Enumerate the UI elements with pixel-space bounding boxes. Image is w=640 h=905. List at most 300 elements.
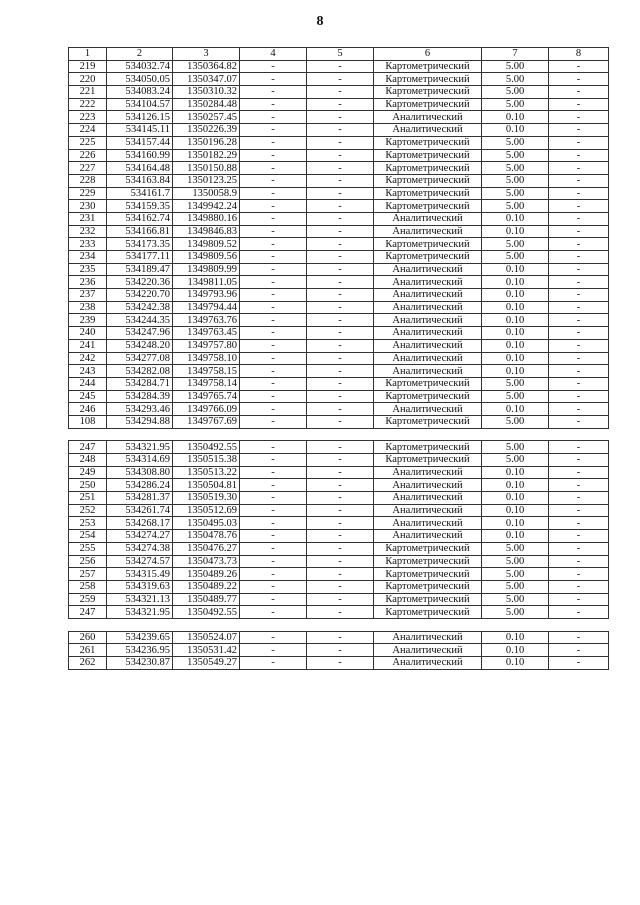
col4-cell: -: [240, 98, 307, 111]
col4-cell: -: [240, 568, 307, 581]
col4-cell: -: [240, 187, 307, 200]
table-row: [69, 593, 609, 606]
point-number-cell: 219: [69, 60, 107, 73]
x-coordinate-cell: 534244.35: [107, 314, 173, 327]
x-coordinate-cell: 534314.69: [107, 454, 173, 467]
x-coordinate-cell: 534277.08: [107, 352, 173, 365]
x-coordinate-cell: 534286.24: [107, 479, 173, 492]
col8-cell: -: [549, 314, 609, 327]
point-number-cell: 224: [69, 124, 107, 137]
col4-cell: -: [240, 276, 307, 289]
col5-cell: -: [307, 517, 374, 530]
header-row: [69, 48, 609, 61]
col8-cell: -: [549, 580, 609, 593]
col4-cell: -: [240, 377, 307, 390]
point-number-cell: 262: [69, 657, 107, 670]
point-number-cell: 243: [69, 365, 107, 378]
accuracy-cell: 0.10: [482, 212, 549, 225]
section-separator-row: [69, 428, 609, 441]
col8-cell: -: [549, 466, 609, 479]
point-number-cell: 222: [69, 98, 107, 111]
col8-cell: -: [549, 631, 609, 644]
col5-cell: -: [307, 301, 374, 314]
method-cell: Картометрический: [374, 73, 482, 86]
col8-cell: -: [549, 377, 609, 390]
col5-cell: -: [307, 492, 374, 505]
accuracy-cell: 5.00: [482, 542, 549, 555]
column-header: 5: [307, 48, 374, 61]
method-cell: Аналитический: [374, 225, 482, 238]
y-coordinate-cell: 1350515.38: [173, 454, 240, 467]
x-coordinate-cell: 534239.65: [107, 631, 173, 644]
blank-cell: [69, 618, 609, 631]
y-coordinate-cell: 1350489.77: [173, 593, 240, 606]
y-coordinate-cell: 1350284.48: [173, 98, 240, 111]
accuracy-cell: 5.00: [482, 73, 549, 86]
accuracy-cell: 0.10: [482, 492, 549, 505]
col8-cell: -: [549, 149, 609, 162]
col5-cell: -: [307, 225, 374, 238]
method-cell: Картометрический: [374, 606, 482, 619]
col5-cell: -: [307, 339, 374, 352]
table-row: [69, 568, 609, 581]
col8-cell: -: [549, 73, 609, 86]
method-cell: Картометрический: [374, 187, 482, 200]
accuracy-cell: 5.00: [482, 593, 549, 606]
x-coordinate-cell: 534274.57: [107, 555, 173, 568]
method-cell: Аналитический: [374, 124, 482, 137]
accuracy-cell: 0.10: [482, 301, 549, 314]
method-cell: Аналитический: [374, 365, 482, 378]
accuracy-cell: 5.00: [482, 390, 549, 403]
method-cell: Аналитический: [374, 403, 482, 416]
table-row: [69, 377, 609, 390]
y-coordinate-cell: 1350196.28: [173, 136, 240, 149]
method-cell: Картометрический: [374, 593, 482, 606]
col5-cell: -: [307, 174, 374, 187]
point-number-cell: 232: [69, 225, 107, 238]
col5-cell: -: [307, 73, 374, 86]
x-coordinate-cell: 534166.81: [107, 225, 173, 238]
col8-cell: -: [549, 555, 609, 568]
point-number-cell: 245: [69, 390, 107, 403]
x-coordinate-cell: 534274.27: [107, 530, 173, 543]
accuracy-cell: 0.10: [482, 631, 549, 644]
col8-cell: -: [549, 86, 609, 99]
col8-cell: -: [549, 187, 609, 200]
method-cell: Картометрический: [374, 580, 482, 593]
accuracy-cell: 0.10: [482, 466, 549, 479]
x-coordinate-cell: 534247.96: [107, 327, 173, 340]
accuracy-cell: 5.00: [482, 60, 549, 73]
column-header: 7: [482, 48, 549, 61]
method-cell: Картометрический: [374, 200, 482, 213]
method-cell: Аналитический: [374, 314, 482, 327]
col8-cell: -: [549, 415, 609, 428]
x-coordinate-cell: 534163.84: [107, 174, 173, 187]
column-header: 1: [69, 48, 107, 61]
method-cell: Картометрический: [374, 441, 482, 454]
table-row: [69, 479, 609, 492]
y-coordinate-cell: 1349767.69: [173, 415, 240, 428]
accuracy-cell: 5.00: [482, 200, 549, 213]
coordinates-table: [68, 47, 609, 670]
method-cell: Аналитический: [374, 111, 482, 124]
col4-cell: -: [240, 200, 307, 213]
col8-cell: -: [549, 517, 609, 530]
col4-cell: -: [240, 263, 307, 276]
x-coordinate-cell: 534321.95: [107, 606, 173, 619]
y-coordinate-cell: 1349942.24: [173, 200, 240, 213]
accuracy-cell: 0.10: [482, 644, 549, 657]
accuracy-cell: 5.00: [482, 86, 549, 99]
col4-cell: -: [240, 212, 307, 225]
table-row: [69, 124, 609, 137]
col8-cell: -: [549, 289, 609, 302]
table-row: [69, 441, 609, 454]
table-row: [69, 555, 609, 568]
table-row: [69, 327, 609, 340]
col5-cell: -: [307, 657, 374, 670]
method-cell: Картометрический: [374, 162, 482, 175]
col5-cell: -: [307, 415, 374, 428]
accuracy-cell: 5.00: [482, 377, 549, 390]
point-number-cell: 234: [69, 251, 107, 264]
col5-cell: -: [307, 606, 374, 619]
y-coordinate-cell: 1349809.52: [173, 238, 240, 251]
table-row: [69, 136, 609, 149]
y-coordinate-cell: 1350123.25: [173, 174, 240, 187]
x-coordinate-cell: 534268.17: [107, 517, 173, 530]
x-coordinate-cell: 534321.13: [107, 593, 173, 606]
col5-cell: -: [307, 365, 374, 378]
y-coordinate-cell: 1349766.09: [173, 403, 240, 416]
x-coordinate-cell: 534189.47: [107, 263, 173, 276]
accuracy-cell: 0.10: [482, 365, 549, 378]
point-number-cell: 228: [69, 174, 107, 187]
col4-cell: -: [240, 111, 307, 124]
point-number-cell: 230: [69, 200, 107, 213]
method-cell: Картометрический: [374, 238, 482, 251]
y-coordinate-cell: 1349758.14: [173, 377, 240, 390]
page-number: 8: [316, 14, 324, 29]
y-coordinate-cell: 1350473.73: [173, 555, 240, 568]
point-number-cell: 261: [69, 644, 107, 657]
x-coordinate-cell: 534177.11: [107, 251, 173, 264]
accuracy-cell: 5.00: [482, 580, 549, 593]
table-row: [69, 339, 609, 352]
y-coordinate-cell: 1349758.10: [173, 352, 240, 365]
col8-cell: -: [549, 212, 609, 225]
y-coordinate-cell: 1349793.96: [173, 289, 240, 302]
x-coordinate-cell: 534160.99: [107, 149, 173, 162]
col4-cell: -: [240, 657, 307, 670]
y-coordinate-cell: 1349765.74: [173, 390, 240, 403]
col5-cell: -: [307, 542, 374, 555]
col8-cell: -: [549, 124, 609, 137]
y-coordinate-cell: 1350058.9: [173, 187, 240, 200]
point-number-cell: 221: [69, 86, 107, 99]
col5-cell: -: [307, 403, 374, 416]
y-coordinate-cell: 1350513.22: [173, 466, 240, 479]
col8-cell: -: [549, 542, 609, 555]
y-coordinate-cell: 1349757.80: [173, 339, 240, 352]
y-coordinate-cell: 1349763.76: [173, 314, 240, 327]
col4-cell: -: [240, 454, 307, 467]
y-coordinate-cell: 1350310.32: [173, 86, 240, 99]
col4-cell: -: [240, 542, 307, 555]
x-coordinate-cell: 534220.70: [107, 289, 173, 302]
point-number-cell: 258: [69, 580, 107, 593]
table-row: [69, 580, 609, 593]
column-header: 8: [549, 48, 609, 61]
method-cell: Картометрический: [374, 136, 482, 149]
accuracy-cell: 0.10: [482, 263, 549, 276]
point-number-cell: 250: [69, 479, 107, 492]
method-cell: Аналитический: [374, 301, 482, 314]
col4-cell: -: [240, 162, 307, 175]
col4-cell: -: [240, 149, 307, 162]
col8-cell: -: [549, 98, 609, 111]
accuracy-cell: 5.00: [482, 149, 549, 162]
y-coordinate-cell: 1350257.45: [173, 111, 240, 124]
col5-cell: -: [307, 111, 374, 124]
point-number-cell: 225: [69, 136, 107, 149]
accuracy-cell: 5.00: [482, 555, 549, 568]
col5-cell: -: [307, 200, 374, 213]
x-coordinate-cell: 534126.15: [107, 111, 173, 124]
col4-cell: -: [240, 314, 307, 327]
table-row: [69, 466, 609, 479]
accuracy-cell: 0.10: [482, 276, 549, 289]
method-cell: Картометрический: [374, 568, 482, 581]
col5-cell: -: [307, 149, 374, 162]
col4-cell: -: [240, 606, 307, 619]
method-cell: Аналитический: [374, 479, 482, 492]
col4-cell: -: [240, 403, 307, 416]
method-cell: Аналитический: [374, 530, 482, 543]
table-row: [69, 60, 609, 73]
table-row: [69, 98, 609, 111]
col8-cell: -: [549, 352, 609, 365]
col8-cell: -: [549, 492, 609, 505]
x-coordinate-cell: 534220.36: [107, 276, 173, 289]
x-coordinate-cell: 534104.57: [107, 98, 173, 111]
x-coordinate-cell: 534293.46: [107, 403, 173, 416]
col5-cell: -: [307, 124, 374, 137]
col5-cell: -: [307, 568, 374, 581]
point-number-cell: 247: [69, 606, 107, 619]
col5-cell: -: [307, 580, 374, 593]
method-cell: Аналитический: [374, 289, 482, 302]
accuracy-cell: 5.00: [482, 415, 549, 428]
col5-cell: -: [307, 454, 374, 467]
col8-cell: -: [549, 238, 609, 251]
method-cell: Картометрический: [374, 415, 482, 428]
col4-cell: -: [240, 352, 307, 365]
accuracy-cell: 0.10: [482, 530, 549, 543]
col4-cell: -: [240, 225, 307, 238]
x-coordinate-cell: 534321.95: [107, 441, 173, 454]
method-cell: Картометрический: [374, 60, 482, 73]
method-cell: Аналитический: [374, 276, 482, 289]
col5-cell: -: [307, 327, 374, 340]
x-coordinate-cell: 534050.05: [107, 73, 173, 86]
col8-cell: -: [549, 403, 609, 416]
x-coordinate-cell: 534274.38: [107, 542, 173, 555]
method-cell: Картометрический: [374, 542, 482, 555]
point-number-cell: 244: [69, 377, 107, 390]
col8-cell: -: [549, 162, 609, 175]
col4-cell: -: [240, 301, 307, 314]
col4-cell: -: [240, 174, 307, 187]
accuracy-cell: 0.10: [482, 517, 549, 530]
method-cell: Аналитический: [374, 517, 482, 530]
col4-cell: -: [240, 517, 307, 530]
accuracy-cell: 0.10: [482, 352, 549, 365]
col4-cell: -: [240, 555, 307, 568]
accuracy-cell: 5.00: [482, 568, 549, 581]
col8-cell: -: [549, 454, 609, 467]
point-number-cell: 241: [69, 339, 107, 352]
col4-cell: -: [240, 60, 307, 73]
column-header: 3: [173, 48, 240, 61]
col5-cell: -: [307, 98, 374, 111]
table-row: [69, 200, 609, 213]
accuracy-cell: 0.10: [482, 504, 549, 517]
col8-cell: -: [549, 301, 609, 314]
col5-cell: -: [307, 263, 374, 276]
point-number-cell: 233: [69, 238, 107, 251]
method-cell: Картометрический: [374, 390, 482, 403]
method-cell: Аналитический: [374, 212, 482, 225]
table-row: [69, 492, 609, 505]
x-coordinate-cell: 534308.80: [107, 466, 173, 479]
x-coordinate-cell: 534157.44: [107, 136, 173, 149]
col8-cell: -: [549, 568, 609, 581]
y-coordinate-cell: 1349809.99: [173, 263, 240, 276]
accuracy-cell: 5.00: [482, 238, 549, 251]
x-coordinate-cell: 534261.74: [107, 504, 173, 517]
y-coordinate-cell: 1350226.39: [173, 124, 240, 137]
table-row: [69, 212, 609, 225]
col8-cell: -: [549, 441, 609, 454]
col5-cell: -: [307, 238, 374, 251]
col4-cell: -: [240, 479, 307, 492]
table-row: [69, 251, 609, 264]
method-cell: Аналитический: [374, 352, 482, 365]
col4-cell: -: [240, 339, 307, 352]
accuracy-cell: 5.00: [482, 187, 549, 200]
x-coordinate-cell: 534242.38: [107, 301, 173, 314]
point-number-cell: 235: [69, 263, 107, 276]
col8-cell: -: [549, 606, 609, 619]
col4-cell: -: [240, 644, 307, 657]
col4-cell: -: [240, 390, 307, 403]
point-number-cell: 253: [69, 517, 107, 530]
col5-cell: -: [307, 644, 374, 657]
method-cell: Картометрический: [374, 454, 482, 467]
point-number-cell: 227: [69, 162, 107, 175]
table-row: [69, 73, 609, 86]
table-row: [69, 301, 609, 314]
col8-cell: -: [549, 263, 609, 276]
y-coordinate-cell: 1350364.82: [173, 60, 240, 73]
accuracy-cell: 0.10: [482, 314, 549, 327]
method-cell: Аналитический: [374, 644, 482, 657]
table-row: [69, 149, 609, 162]
y-coordinate-cell: 1349794.44: [173, 301, 240, 314]
table-row: [69, 365, 609, 378]
y-coordinate-cell: 1349809.56: [173, 251, 240, 264]
table-row: [69, 263, 609, 276]
point-number-cell: 231: [69, 212, 107, 225]
col4-cell: -: [240, 365, 307, 378]
col4-cell: -: [240, 631, 307, 644]
y-coordinate-cell: 1350492.55: [173, 441, 240, 454]
col5-cell: -: [307, 593, 374, 606]
method-cell: Картометрический: [374, 98, 482, 111]
col5-cell: -: [307, 162, 374, 175]
col5-cell: -: [307, 86, 374, 99]
x-coordinate-cell: 534164.48: [107, 162, 173, 175]
col4-cell: -: [240, 580, 307, 593]
table-row: [69, 644, 609, 657]
method-cell: Аналитический: [374, 657, 482, 670]
point-number-cell: 254: [69, 530, 107, 543]
table-row: [69, 289, 609, 302]
x-coordinate-cell: 534083.24: [107, 86, 173, 99]
col8-cell: -: [549, 504, 609, 517]
accuracy-cell: 0.10: [482, 479, 549, 492]
x-coordinate-cell: 534248.20: [107, 339, 173, 352]
method-cell: Картометрический: [374, 149, 482, 162]
method-cell: Картометрический: [374, 377, 482, 390]
x-coordinate-cell: 534294.88: [107, 415, 173, 428]
point-number-cell: 239: [69, 314, 107, 327]
col5-cell: -: [307, 631, 374, 644]
column-header: 4: [240, 48, 307, 61]
y-coordinate-cell: 1350347.07: [173, 73, 240, 86]
point-number-cell: 108: [69, 415, 107, 428]
table-row: [69, 187, 609, 200]
accuracy-cell: 5.00: [482, 162, 549, 175]
col5-cell: -: [307, 466, 374, 479]
col4-cell: -: [240, 251, 307, 264]
y-coordinate-cell: 1350549.27: [173, 657, 240, 670]
method-cell: Картометрический: [374, 174, 482, 187]
accuracy-cell: 5.00: [482, 251, 549, 264]
point-number-cell: 257: [69, 568, 107, 581]
point-number-cell: 238: [69, 301, 107, 314]
col4-cell: -: [240, 136, 307, 149]
method-cell: Аналитический: [374, 327, 482, 340]
y-coordinate-cell: 1350504.81: [173, 479, 240, 492]
point-number-cell: 246: [69, 403, 107, 416]
col5-cell: -: [307, 251, 374, 264]
x-coordinate-cell: 534319.63: [107, 580, 173, 593]
col4-cell: -: [240, 238, 307, 251]
col5-cell: -: [307, 530, 374, 543]
col5-cell: -: [307, 314, 374, 327]
table-row: [69, 517, 609, 530]
accuracy-cell: 5.00: [482, 454, 549, 467]
col5-cell: -: [307, 479, 374, 492]
y-coordinate-cell: 1349763.45: [173, 327, 240, 340]
col8-cell: -: [549, 390, 609, 403]
y-coordinate-cell: 1350478.76: [173, 530, 240, 543]
col5-cell: -: [307, 555, 374, 568]
